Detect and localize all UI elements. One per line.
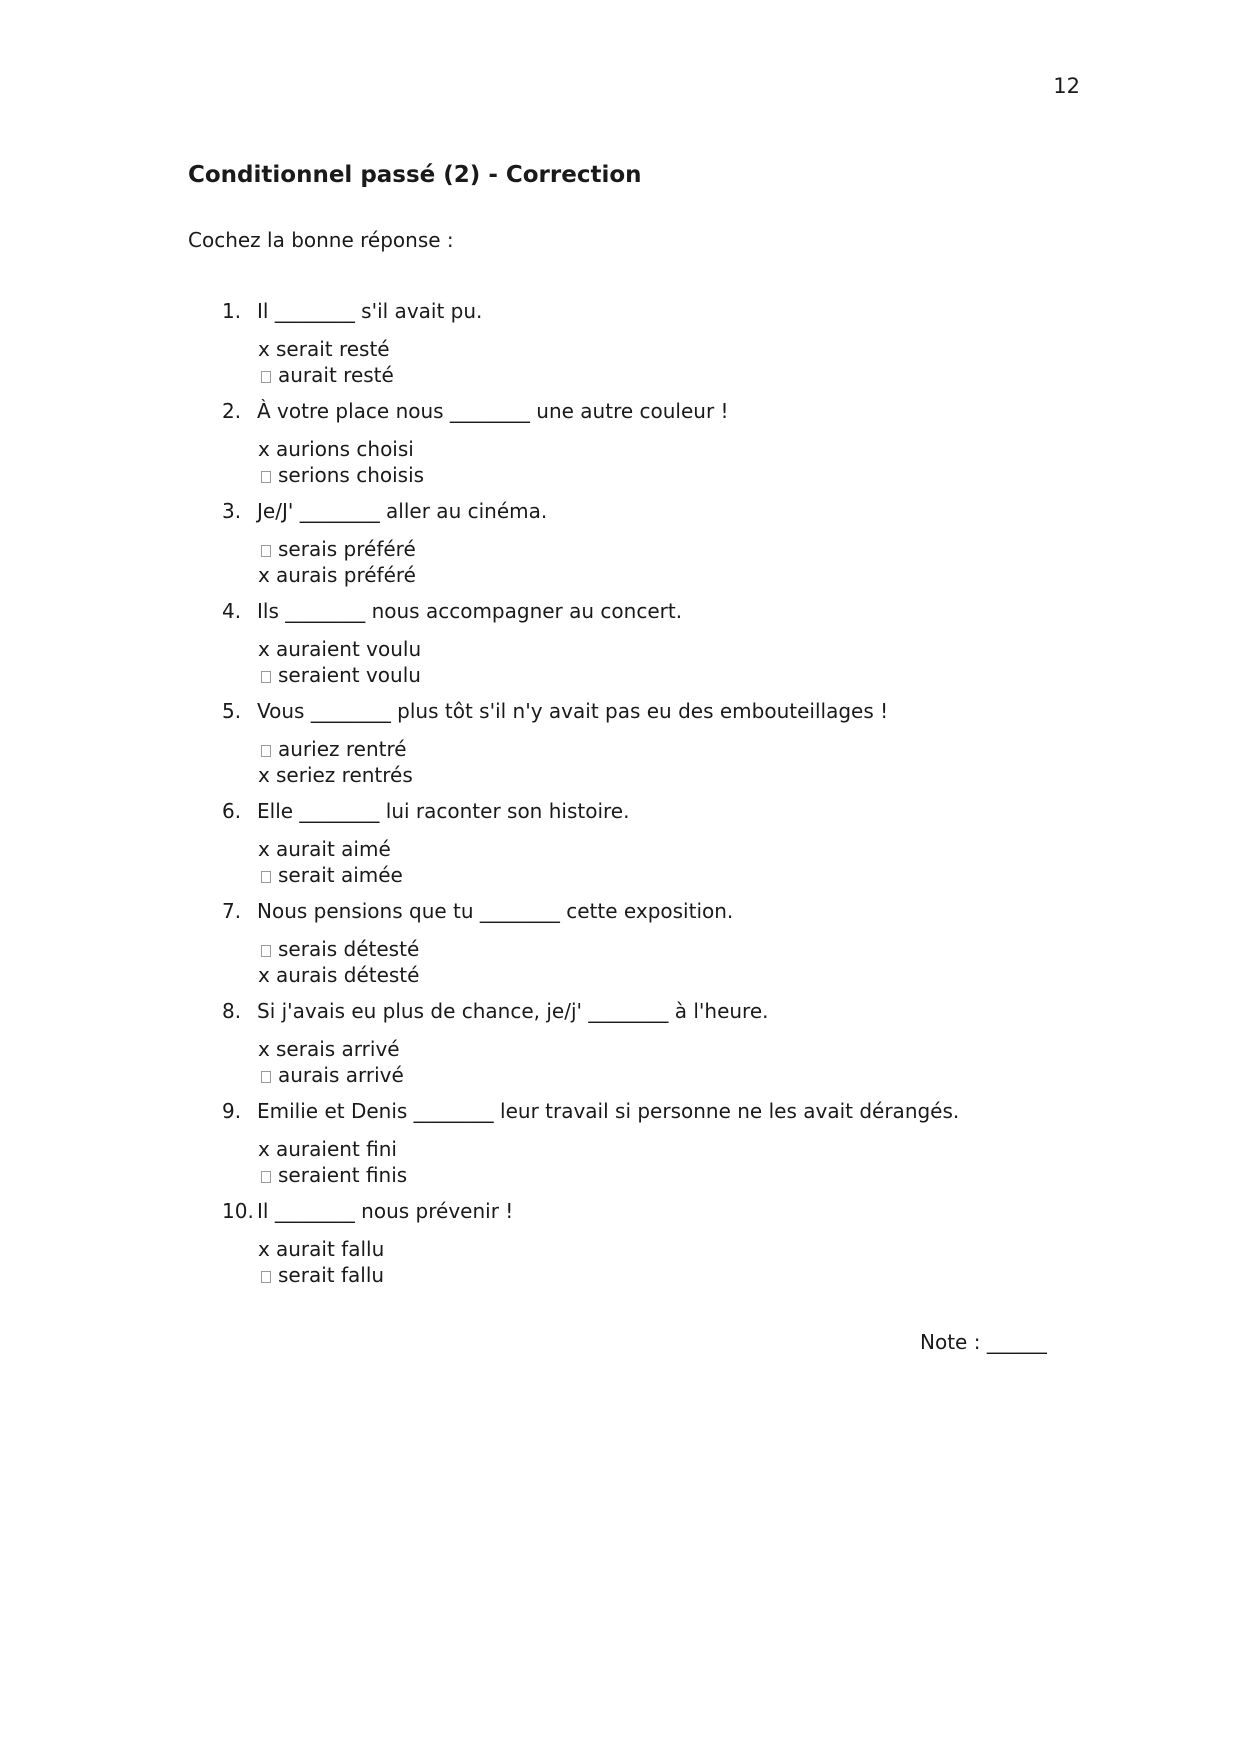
empty-checkbox-icon[interactable] [261,1271,271,1283]
answer-option-seriez-rentres[interactable] [258,762,413,788]
page-number: 12 [1053,74,1080,98]
option-label: aurait fallu [276,1237,385,1261]
option-label: serais préféré [278,537,416,561]
question-number: 10. [222,1199,254,1223]
question-text: Il ________ s'il avait pu. [257,299,483,323]
empty-checkbox-icon[interactable] [261,945,271,957]
answer-option-serait-reste[interactable] [258,336,390,362]
empty-checkbox-icon[interactable] [261,471,271,483]
option-label: aurait resté [278,363,394,387]
option-label: seriez rentrés [276,763,413,787]
empty-checkbox-icon[interactable] [261,1171,271,1183]
check-mark-icon: x [258,437,270,461]
answer-option-aurais-arrive[interactable] [258,1062,404,1088]
answer-option-aurais-deteste[interactable] [258,962,419,988]
question-number: 9. [222,1099,242,1123]
option-label: aurais détesté [276,963,420,987]
answer-option-auraient-voulu[interactable] [258,636,421,662]
answer-option-serait-fallu[interactable] [258,1262,384,1288]
question-number: 1. [222,299,242,323]
score-note [920,1330,1047,1354]
empty-checkbox-icon[interactable] [261,1071,271,1083]
answer-option-seraient-finis[interactable] [258,1162,407,1188]
question-text: Je/J' ________ aller au cinéma. [257,499,548,523]
question-number: 8. [222,999,242,1023]
note-label: Note : [920,1330,981,1354]
empty-checkbox-icon[interactable] [261,671,271,683]
answer-option-aurait-reste[interactable] [258,362,394,388]
question-text: Il ________ nous prévenir ! [257,1199,514,1223]
question-text: À votre place nous ________ une autre couleur ! [257,399,729,423]
question-number: 3. [222,499,242,523]
option-label: auriez rentré [278,737,407,761]
option-label: aurais arrivé [278,1063,404,1087]
option-label: aurais préféré [276,563,416,587]
check-mark-icon: x [258,963,270,987]
answer-option-aurions-choisi[interactable] [258,436,414,462]
instruction: Cochez la bonne réponse : [188,228,454,252]
option-label: auraient voulu [276,637,422,661]
answer-option-serais-prefere[interactable] [258,536,416,562]
question-text: Vous ________ plus tôt s'il n'y avait pas eu des embouteillages ! [257,699,889,723]
option-label: auraient fini [276,1137,397,1161]
answer-option-serait-aimee[interactable] [258,862,403,888]
question-number: 4. [222,599,242,623]
check-mark-icon: x [258,763,270,787]
answer-option-aurais-prefere[interactable] [258,562,416,588]
option-label: serait aimée [278,863,403,887]
question-text: Emilie et Denis ________ leur travail si personne ne les avait dérangés. [257,1099,960,1123]
answer-option-serions-choisis[interactable] [258,462,424,488]
check-mark-icon: x [258,837,270,861]
answer-option-serais-arrive[interactable] [258,1036,400,1062]
question-number: 2. [222,399,242,423]
question-number: 6. [222,799,242,823]
option-label: serais arrivé [276,1037,400,1061]
option-label: serais détesté [278,937,420,961]
option-label: serait resté [276,337,390,361]
question-text: Si j'avais eu plus de chance, je/j' ________ à l'heure. [257,999,769,1023]
check-mark-icon: x [258,1037,270,1061]
page-title: Conditionnel passé (2) - Correction [188,162,642,188]
answer-option-seraient-voulu[interactable] [258,662,421,688]
check-mark-icon: x [258,1237,270,1261]
option-label: seraient finis [278,1163,408,1187]
question-number: 5. [222,699,242,723]
question-text: Nous pensions que tu ________ cette exposition. [257,899,734,923]
answer-option-aurait-aime[interactable] [258,836,391,862]
empty-checkbox-icon[interactable] [261,545,271,557]
check-mark-icon: x [258,637,270,661]
answer-option-serais-deteste[interactable] [258,936,419,962]
empty-checkbox-icon[interactable] [261,371,271,383]
option-label: aurions choisi [276,437,414,461]
option-label: aurait aimé [276,837,391,861]
check-mark-icon: x [258,563,270,587]
question-number: 7. [222,899,242,923]
question-text: Ils ________ nous accompagner au concert. [257,599,683,623]
answer-option-auriez-rentre[interactable] [258,736,407,762]
empty-checkbox-icon[interactable] [261,745,271,757]
note-blank[interactable]: ______ [986,1330,1047,1354]
empty-checkbox-icon[interactable] [261,871,271,883]
answer-option-auraient-fini[interactable] [258,1136,397,1162]
question-text: Elle ________ lui raconter son histoire. [257,799,630,823]
check-mark-icon: x [258,1137,270,1161]
answer-option-aurait-fallu[interactable] [258,1236,384,1262]
option-label: seraient voulu [278,663,421,687]
option-label: serait fallu [278,1263,385,1287]
option-label: serions choisis [278,463,425,487]
check-mark-icon: x [258,337,270,361]
